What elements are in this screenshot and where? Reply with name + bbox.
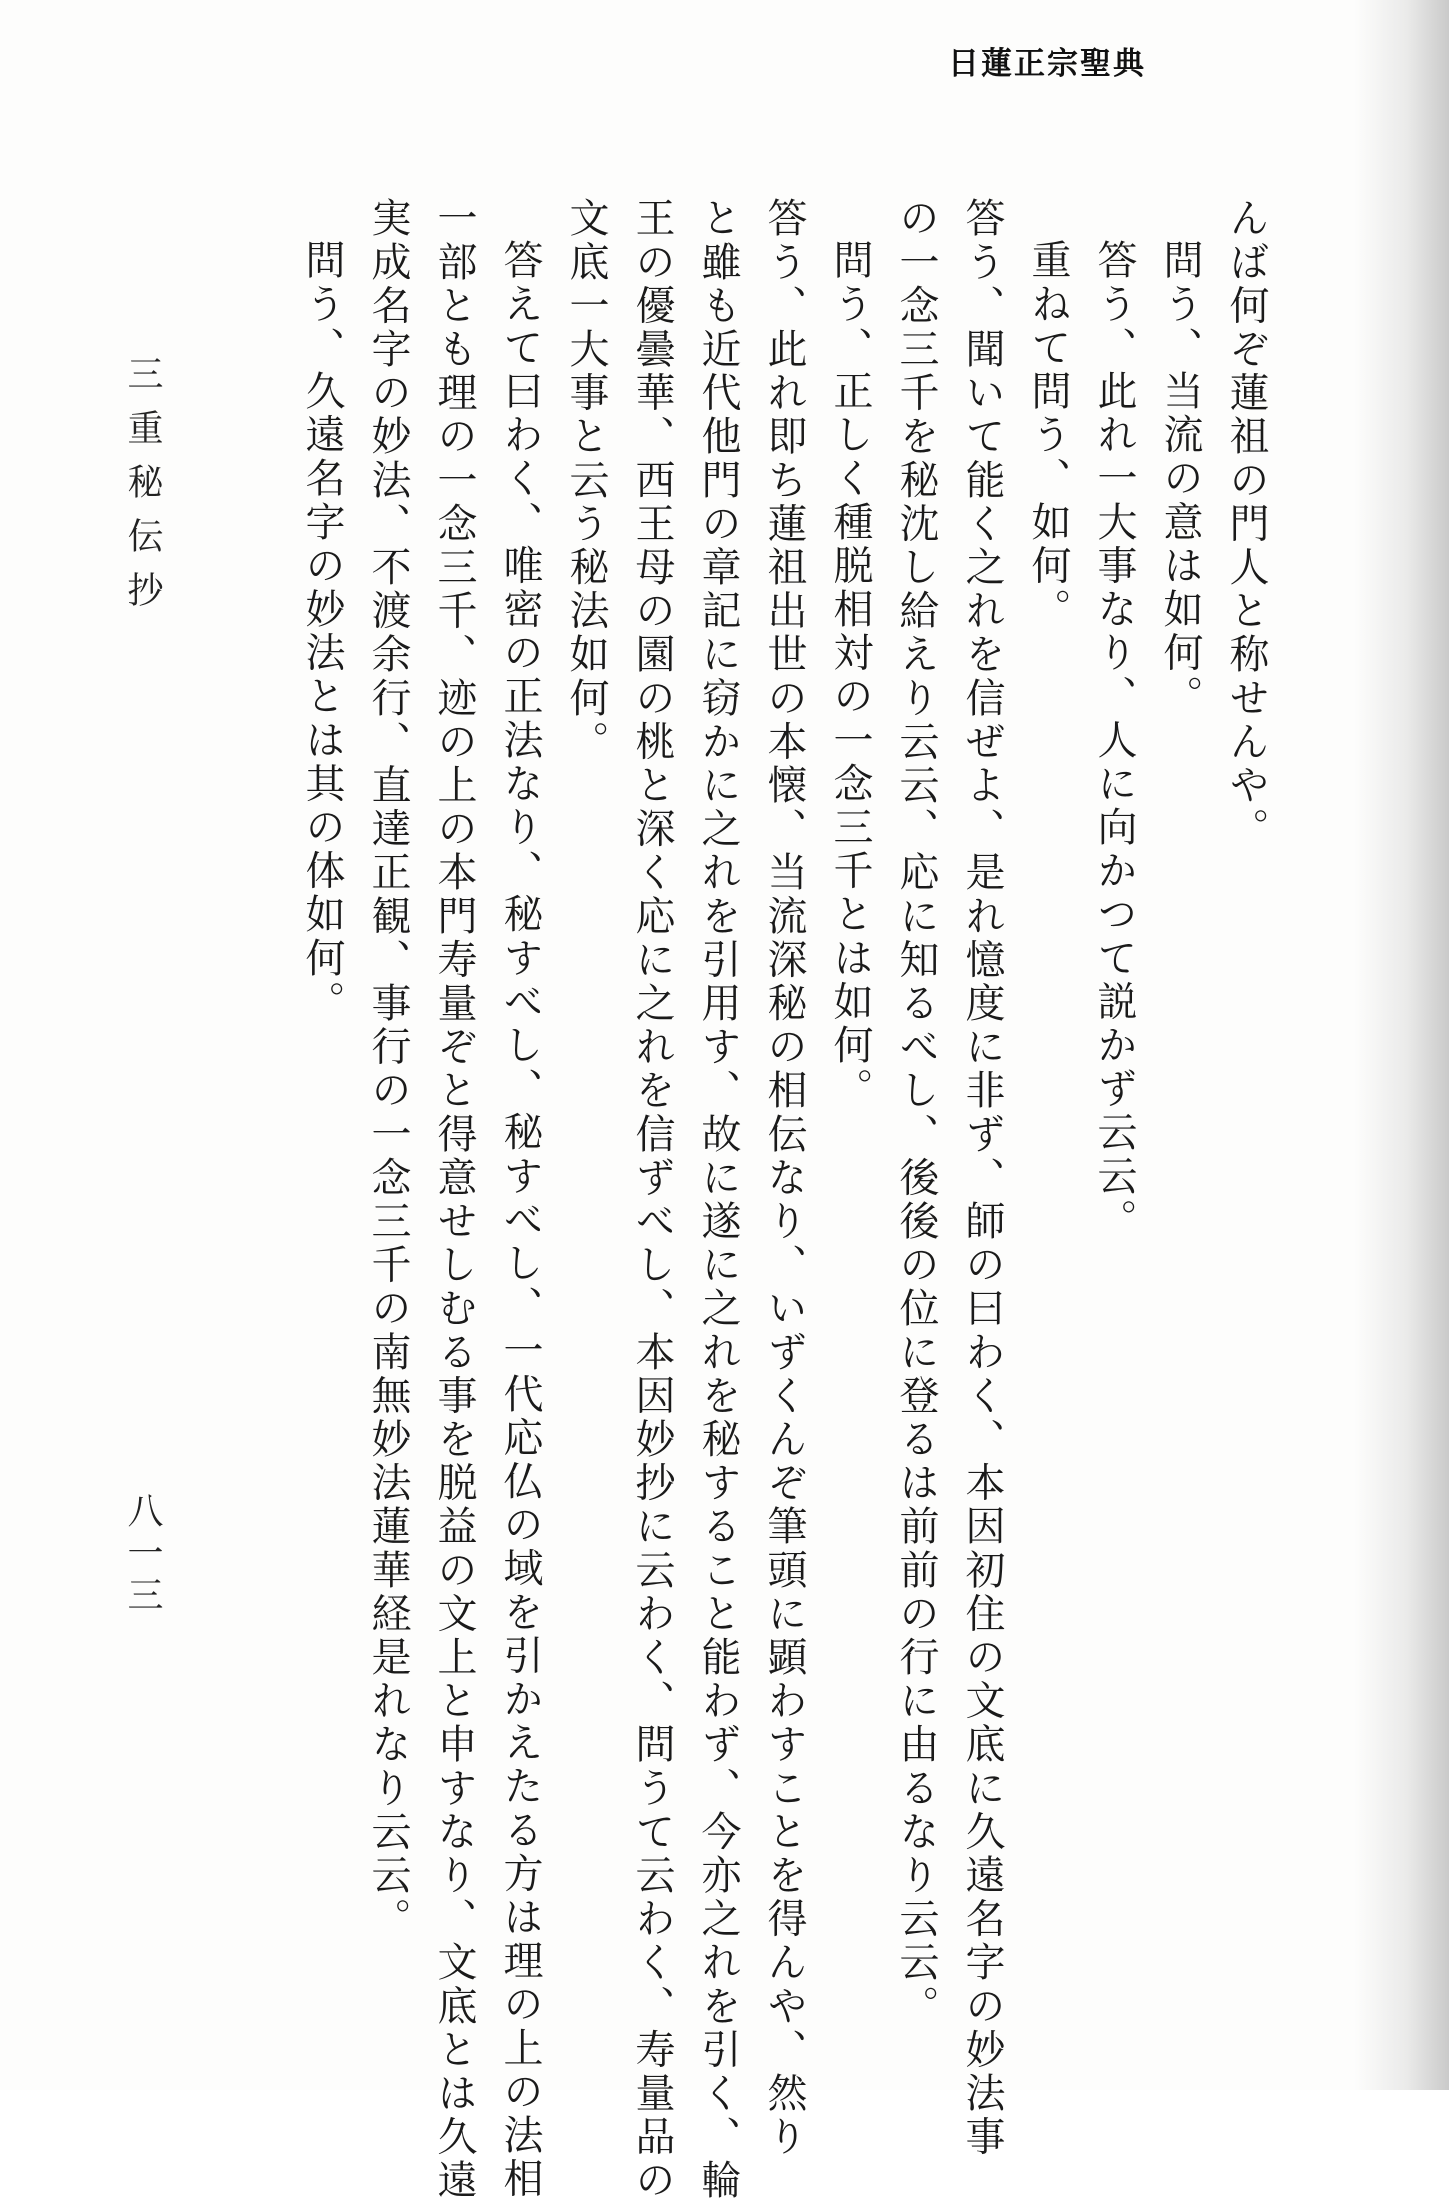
binding-gutter	[1354, 0, 1449, 2090]
text-line: 答う、此れ即ち蓮祖出世の本懐、当流深秘の相伝なり、いずくんぞ筆頭に顕わすことを得んや、然り	[761, 197, 807, 2159]
text-line: 問う、久遠名字の妙法とは其の体如何。	[299, 239, 345, 1024]
text-line: 実成名字の妙法、不渡余行、直達正観、事行の一念三千の南無妙法蓮華経是れなり云云。	[365, 197, 411, 1941]
text-line: 重ねて問う、如何。	[1025, 239, 1071, 632]
running-footer-title: 三重秘伝抄	[122, 355, 163, 625]
text-line: と雖も近代他門の章記に窃かに之れを引用す、故に遂に之れを秘すること能わず、今亦之れを引く、輪	[695, 197, 741, 2203]
text-line: んば何ぞ蓮祖の門人と称せんや。	[1223, 197, 1269, 851]
text-line: 答う、聞いて能く之れを信ぜよ、是れ憶度に非ず、師の曰わく、本因初住の文底に久遠名字の妙法事	[959, 197, 1005, 2159]
text-line: 答えて曰わく、唯密の正法なり、秘すべし、秘すべし、一代応仏の域を引かえたる方は理の上の法相	[497, 239, 543, 2201]
text-line: 文底一大事と云う秘法如何。	[563, 197, 609, 764]
text-line: 王の優曇華、西王母の園の桃と深く応に之れを信ずべし、本因妙抄に云わく、問うて云わく、寿量品の	[629, 197, 675, 2203]
text-line: 答う、此れ一大事なり、人に向かつて説かず云云。	[1091, 239, 1137, 1242]
page-number: 八一三	[122, 1492, 163, 1618]
text-line: 問う、当流の意は如何。	[1157, 239, 1203, 719]
running-header-title: 日蓮正宗聖典	[948, 46, 1146, 82]
text-line: 問う、正しく種脱相対の一念三千とは如何。	[827, 239, 873, 1111]
text-line: の一念三千を秘沈し給えり云云、応に知るべし、後後の位に登るは前前の行に由るなり云云。	[893, 197, 939, 2029]
text-line: 一部とも理の一念三千、迹の上の本門寿量ぞと得意せしむる事を脱益の文上と申すなり、文底とは久遠	[431, 197, 477, 2203]
